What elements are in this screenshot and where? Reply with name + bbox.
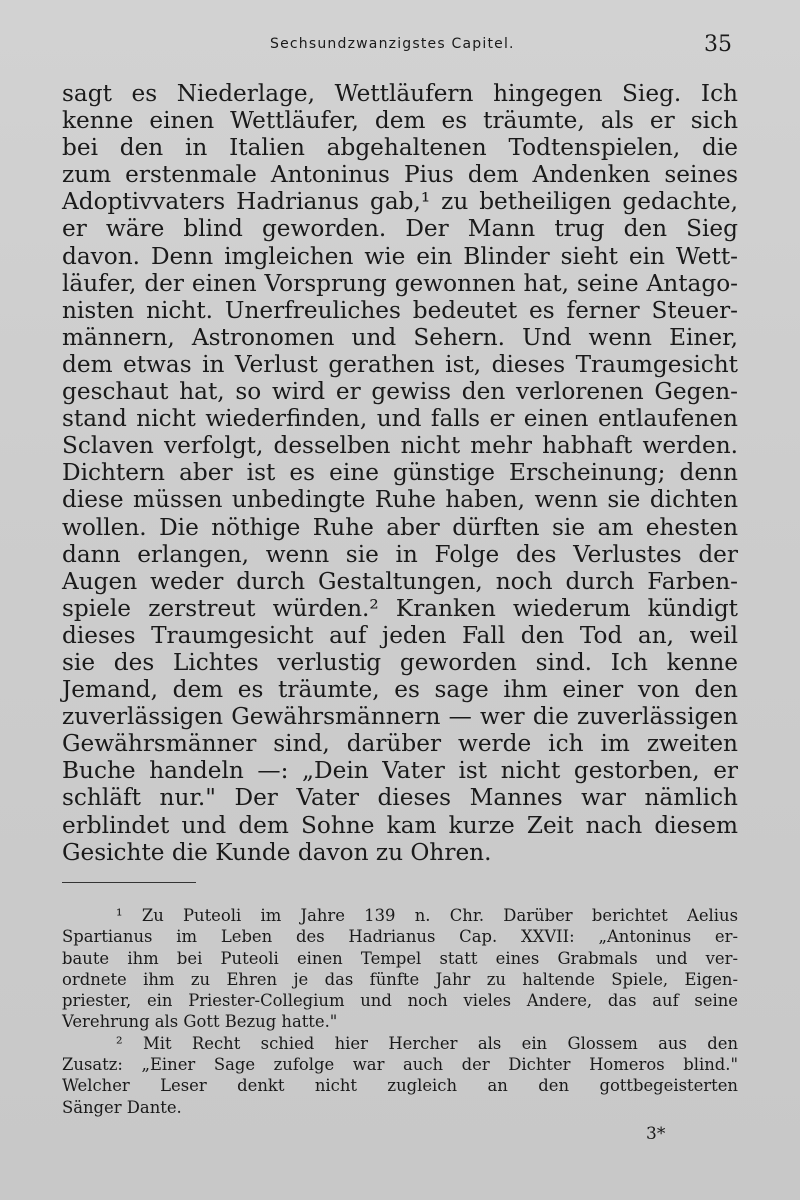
text-line: wollen. Die nöthige Ruhe aber dürften sie am ehesten <box>62 513 738 541</box>
footnote-line: ordnete ihm zu Ehren je das fünfte Jahr zu haltende Spiele, Eigen- <box>62 969 738 989</box>
text-line: zum erstenmale Antoninus Pius dem Andenken seines <box>62 161 738 189</box>
text-line: diese müssen unbedingte Ruhe haben, wenn sie dichten <box>62 486 738 514</box>
running-title: Sechsundzwanzigstes Capitel. <box>270 36 515 52</box>
main-text <box>62 80 738 866</box>
text-line: schläft nur." Der Vater dieses Mannes war nämlich <box>62 784 738 812</box>
text-line: kenne einen Wettläufer, dem es träumte, als er sich <box>62 107 738 135</box>
footnote-line: baute ihm bei Puteoli einen Tempel statt eines Grabmals und ver- <box>62 948 738 968</box>
text-line: zuverlässigen Gewährsmännern — wer die zuverlässigen <box>62 703 738 731</box>
signature-mark: 3* <box>646 1124 666 1144</box>
text-line: stand nicht wiederfinden, und falls er einen entlaufenen <box>62 405 738 433</box>
text-line: nisten nicht. Unerfreuliches bedeutet es ferner Steuer- <box>62 296 738 324</box>
text-line: spiele zerstreut würden.² Kranken wiederum kündigt <box>62 594 738 622</box>
text-line: Gewährsmänner sind, darüber werde ich im zweiten <box>62 730 738 758</box>
text-line: Augen weder durch Gestaltungen, noch durch Farben- <box>62 567 738 595</box>
footnote-line: Zusatz: „Einer Sage zufolge war auch der Dichter Homeros blind." <box>62 1055 738 1075</box>
running-head <box>0 34 800 58</box>
footnote-line: Sänger Dante. <box>62 1097 182 1117</box>
text-line: geschaut hat, so wird er gewiss den verlorenen Gegen- <box>62 378 738 406</box>
footnote-line: ² Mit Recht schied hier Hercher als ein Glossem aus den <box>116 1033 738 1053</box>
text-line: Sclaven verfolgt, desselben nicht mehr habhaft werden. <box>62 432 738 460</box>
footnote-line: ¹ Zu Puteoli im Jahre 139 n. Chr. Darüber berichtet Aelius <box>116 906 738 925</box>
text-line: sie des Lichtes verlustig geworden sind. Ich kenne <box>62 648 738 676</box>
footnote-line: Welcher Leser denkt nicht zugleich an den gottbegeisterten <box>62 1076 738 1096</box>
text-line: läufer, der einen Vorsprung gewonnen hat, seine Antago- <box>62 269 738 297</box>
text-line: Dichtern aber ist es eine günstige Erscheinung; denn <box>62 459 738 487</box>
text-line: erblindet und dem Sohne kam kurze Zeit nach diesem <box>62 811 738 839</box>
footnote-line: Spartianus im Leben des Hadrianus Cap. XXVII: „Antoninus er- <box>62 927 738 947</box>
text-line: Jemand, dem es träumte, es sage ihm einer von den <box>62 676 738 704</box>
footnote-divider <box>62 882 196 883</box>
text-line: sagt es Niederlage, Wettläufern hingegen Sieg. Ich <box>62 80 738 107</box>
text-line: männern, Astronomen und Sehern. Und wenn Einer, <box>62 323 738 351</box>
footnotes <box>62 905 738 1118</box>
footnote-line: priester, ein Priester-Collegium und noch vieles Andere, das auf seine <box>62 991 738 1011</box>
text-line: dem etwas in Verlust gerathen ist, dieses Traumgesicht <box>62 350 738 378</box>
text-line: Adoptivvaters Hadrianus gab,¹ zu betheiligen gedachte, <box>62 188 738 216</box>
text-line: Gesichte die Kunde davon zu Ohren. <box>62 838 492 866</box>
text-line: er wäre blind geworden. Der Mann trug den Sieg <box>62 215 738 243</box>
footnote-line: Verehrung als Gott Bezug hatte." <box>62 1012 338 1032</box>
page-number: 35 <box>704 32 732 57</box>
text-line: dann erlangen, wenn sie in Folge des Verlustes der <box>62 540 738 568</box>
text-line: Buche handeln —: „Dein Vater ist nicht gestorben, er <box>62 757 738 785</box>
text-line: bei den in Italien abgehaltenen Todtenspielen, die <box>62 134 738 162</box>
text-line: davon. Denn imgleichen wie ein Blinder sieht ein Wett- <box>62 242 738 270</box>
text-line: dieses Traumgesicht auf jeden Fall den Tod an, weil <box>62 621 738 649</box>
